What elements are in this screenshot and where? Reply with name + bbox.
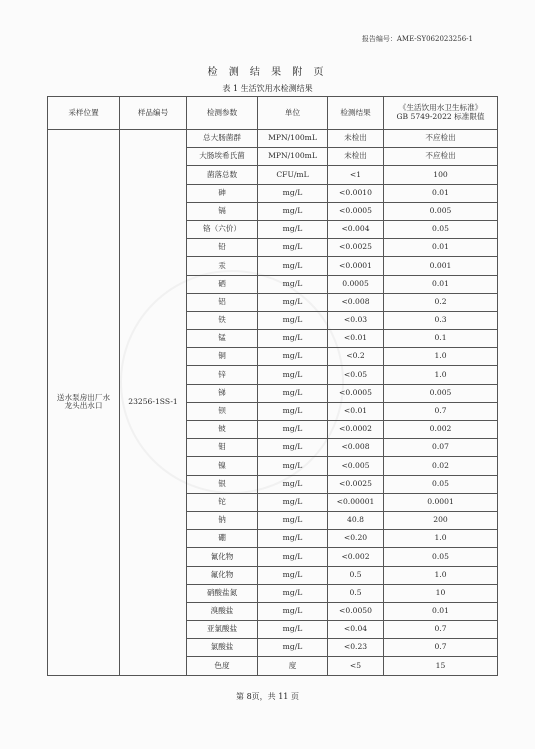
cell-limit: 0.01 — [384, 184, 498, 202]
cell-parameter: 钡 — [187, 402, 258, 420]
cell-result: 未检出 — [328, 148, 384, 166]
cell-limit: 0.005 — [384, 202, 498, 220]
cell-unit: mg/L — [258, 402, 328, 420]
cell-parameter: 镍 — [187, 457, 258, 475]
header-result: 检测结果 — [328, 97, 384, 130]
cell-unit: mg/L — [258, 457, 328, 475]
cell-limit: 0.05 — [384, 220, 498, 238]
cell-unit: mg/L — [258, 602, 328, 620]
header-standard-name: 《生活饮用水卫生标准》 — [398, 103, 483, 113]
results-table — [47, 96, 498, 676]
cell-parameter: 氟化物 — [187, 566, 258, 584]
cell-limit: 1.0 — [384, 348, 498, 366]
cell-limit: 200 — [384, 511, 498, 529]
cell-unit: mg/L — [258, 493, 328, 511]
cell-parameter: 亚氯酸盐 — [187, 621, 258, 639]
cell-parameter: 铬（六价） — [187, 220, 258, 238]
cell-parameter: 铍 — [187, 421, 258, 439]
cell-limit: 0.05 — [384, 548, 498, 566]
header-location: 采样位置 — [48, 97, 120, 130]
cell-unit: CFU/mL — [258, 166, 328, 184]
report-number: 报告编号：AME-SY062023256-1 — [361, 35, 473, 43]
cell-result: <0.0005 — [328, 384, 384, 402]
cell-limit: 0.05 — [384, 475, 498, 493]
cell-limit: 0.005 — [384, 384, 498, 402]
cell-limit: 0.01 — [384, 602, 498, 620]
cell-unit: mg/L — [258, 530, 328, 548]
cell-result: <0.0025 — [328, 475, 384, 493]
cell-result: <5 — [328, 657, 384, 675]
cell-limit: 0.002 — [384, 421, 498, 439]
cell-result: <0.01 — [328, 330, 384, 348]
cell-limit: 100 — [384, 166, 498, 184]
cell-parameter: 铅 — [187, 239, 258, 257]
cell-result: <0.002 — [328, 548, 384, 566]
cell-result: <0.0025 — [328, 239, 384, 257]
cell-parameter: 锑 — [187, 384, 258, 402]
cell-unit: mg/L — [258, 257, 328, 275]
cell-limit: 不应检出 — [384, 130, 498, 148]
cell-parameter: 大肠埃希氏菌 — [187, 148, 258, 166]
cell-unit: MPN/100mL — [258, 130, 328, 148]
cell-limit: 0.001 — [384, 257, 498, 275]
cell-unit: mg/L — [258, 439, 328, 457]
cell-limit: 不应检出 — [384, 148, 498, 166]
cell-result: <0.0001 — [328, 257, 384, 275]
cell-result: <0.03 — [328, 311, 384, 329]
cell-parameter: 总大肠菌群 — [187, 130, 258, 148]
cell-limit: 0.7 — [384, 621, 498, 639]
cell-limit: 0.01 — [384, 275, 498, 293]
cell-parameter: 铜 — [187, 348, 258, 366]
cell-limit: 15 — [384, 657, 498, 675]
cell-result: <0.04 — [328, 621, 384, 639]
cell-unit: mg/L — [258, 566, 328, 584]
header-sample-id: 样品编号 — [120, 97, 187, 130]
cell-unit: mg/L — [258, 348, 328, 366]
cell-location: 送水泵房出厂水龙头出水口 — [48, 130, 120, 676]
cell-unit: mg/L — [258, 293, 328, 311]
cell-result: <0.0002 — [328, 421, 384, 439]
header-standard-code: GB 5749-2022 标准限值 — [396, 112, 485, 121]
cell-parameter: 氰化物 — [187, 548, 258, 566]
cell-unit: mg/L — [258, 621, 328, 639]
cell-result: <0.005 — [328, 457, 384, 475]
cell-limit: 1.0 — [384, 366, 498, 384]
table-row — [48, 130, 498, 148]
cell-result: 未检出 — [328, 130, 384, 148]
cell-unit: mg/L — [258, 366, 328, 384]
cell-parameter: 钼 — [187, 439, 258, 457]
cell-result: 0.5 — [328, 584, 384, 602]
cell-parameter: 氯酸盐 — [187, 639, 258, 657]
cell-result: <1 — [328, 166, 384, 184]
cell-parameter: 溴酸盐 — [187, 602, 258, 620]
cell-parameter: 锌 — [187, 366, 258, 384]
cell-result: <0.0050 — [328, 602, 384, 620]
cell-result: <0.008 — [328, 293, 384, 311]
cell-unit: mg/L — [258, 311, 328, 329]
cell-parameter: 铁 — [187, 311, 258, 329]
results-body — [48, 130, 498, 676]
cell-unit: 度 — [258, 657, 328, 675]
header-unit: 单位 — [258, 97, 328, 130]
header-standard — [384, 97, 498, 130]
cell-parameter: 镉 — [187, 202, 258, 220]
cell-parameter: 硝酸盐氮 — [187, 584, 258, 602]
cell-unit: mg/L — [258, 639, 328, 657]
cell-result: 40.8 — [328, 511, 384, 529]
cell-unit: mg/L — [258, 202, 328, 220]
cell-parameter: 汞 — [187, 257, 258, 275]
table-caption: 表 1 生活饮用水检测结果 — [222, 84, 313, 93]
cell-parameter: 钠 — [187, 511, 258, 529]
page-footer: 第 8页，共 11 页 — [236, 692, 299, 701]
cell-parameter: 铊 — [187, 493, 258, 511]
cell-unit: mg/L — [258, 584, 328, 602]
cell-limit: 0.7 — [384, 639, 498, 657]
page-title: 检 测 结 果 附 页 — [207, 67, 328, 78]
cell-unit: mg/L — [258, 421, 328, 439]
cell-sample-id: 23256-1SS-1 — [120, 130, 187, 676]
cell-unit: mg/L — [258, 239, 328, 257]
cell-parameter: 银 — [187, 475, 258, 493]
cell-result: <0.20 — [328, 530, 384, 548]
cell-limit: 0.0001 — [384, 493, 498, 511]
cell-result: <0.004 — [328, 220, 384, 238]
cell-result: <0.2 — [328, 348, 384, 366]
cell-result: <0.01 — [328, 402, 384, 420]
cell-result: <0.0005 — [328, 202, 384, 220]
cell-result: <0.00001 — [328, 493, 384, 511]
table-header-row — [48, 97, 498, 130]
cell-unit: mg/L — [258, 275, 328, 293]
cell-unit: MPN/100mL — [258, 148, 328, 166]
cell-limit: 1.0 — [384, 530, 498, 548]
cell-limit: 0.02 — [384, 457, 498, 475]
cell-parameter: 色度 — [187, 657, 258, 675]
cell-limit: 0.01 — [384, 239, 498, 257]
cell-parameter: 硒 — [187, 275, 258, 293]
cell-limit: 1.0 — [384, 566, 498, 584]
cell-parameter: 硼 — [187, 530, 258, 548]
cell-parameter: 砷 — [187, 184, 258, 202]
cell-unit: mg/L — [258, 220, 328, 238]
cell-limit: 0.7 — [384, 402, 498, 420]
cell-result: <0.0010 — [328, 184, 384, 202]
cell-unit: mg/L — [258, 184, 328, 202]
cell-limit: 0.3 — [384, 311, 498, 329]
cell-unit: mg/L — [258, 384, 328, 402]
cell-result: 0.5 — [328, 566, 384, 584]
cell-parameter: 菌落总数 — [187, 166, 258, 184]
cell-unit: mg/L — [258, 548, 328, 566]
cell-parameter: 铝 — [187, 293, 258, 311]
cell-limit: 0.07 — [384, 439, 498, 457]
cell-limit: 0.1 — [384, 330, 498, 348]
cell-unit: mg/L — [258, 330, 328, 348]
cell-result: 0.0005 — [328, 275, 384, 293]
cell-unit: mg/L — [258, 511, 328, 529]
cell-unit: mg/L — [258, 475, 328, 493]
header-parameter: 检测参数 — [187, 97, 258, 130]
cell-limit: 10 — [384, 584, 498, 602]
cell-limit: 0.2 — [384, 293, 498, 311]
cell-result: <0.23 — [328, 639, 384, 657]
cell-parameter: 锰 — [187, 330, 258, 348]
cell-result: <0.05 — [328, 366, 384, 384]
cell-result: <0.008 — [328, 439, 384, 457]
